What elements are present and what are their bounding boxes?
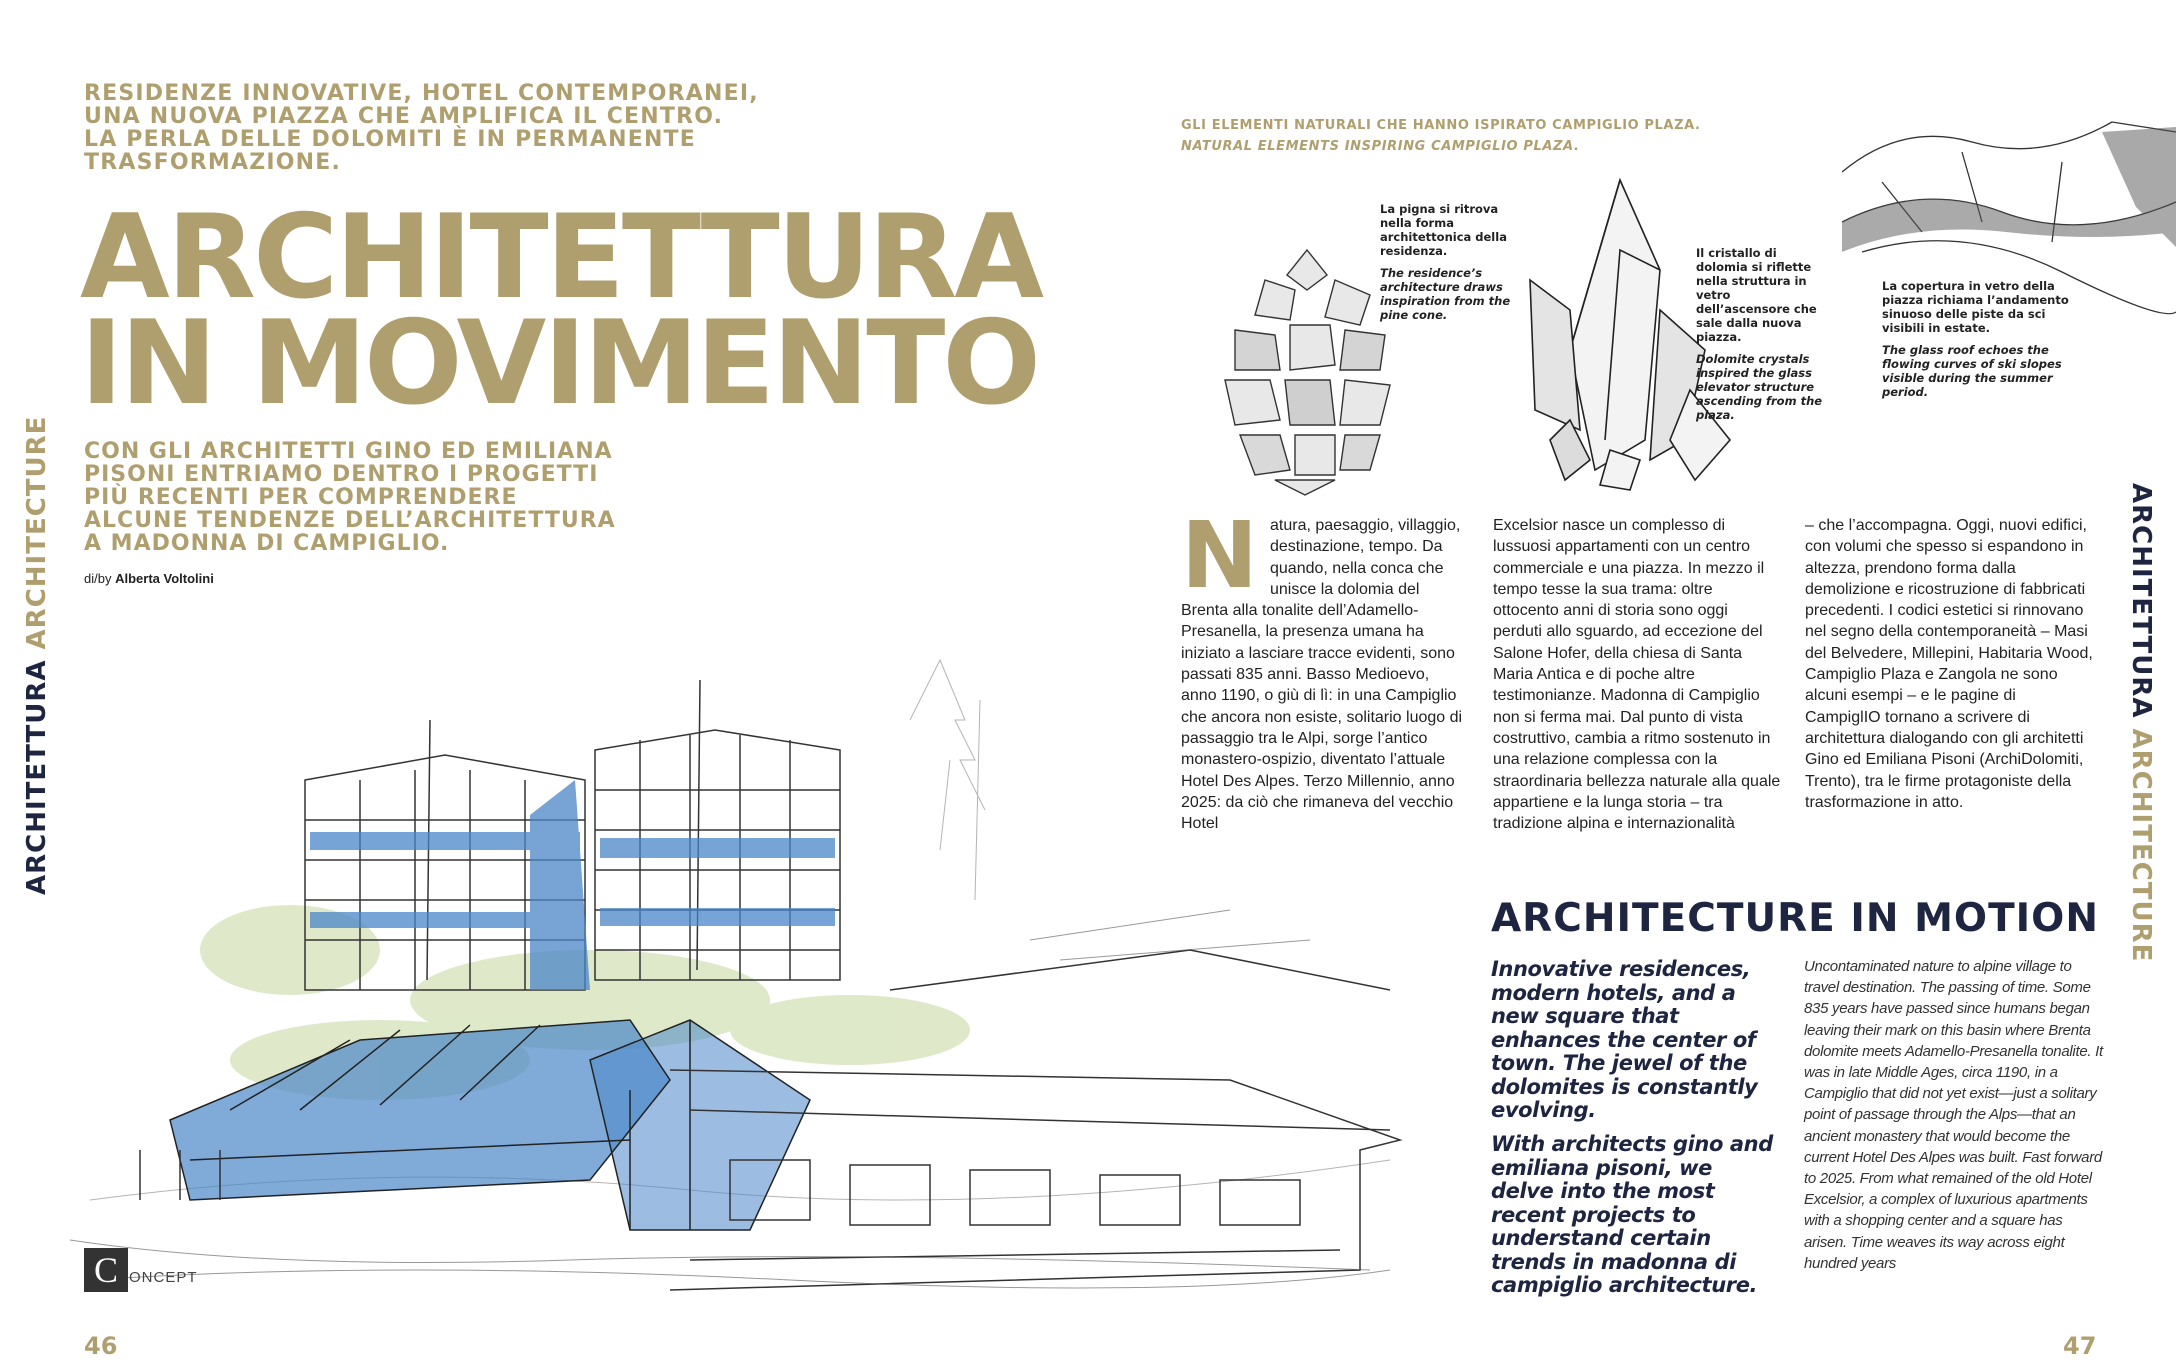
- title-line-1: ARCHITETTURA: [80, 190, 1042, 325]
- english-title: ARCHITECTURE IN MOTION: [1491, 896, 2099, 941]
- standfirst-line: ALCUNE TENDENZE DELL’ARCHITETTURA: [84, 508, 616, 533]
- slopes-caption-en: The glass roof echoes the flowing curves of ski slopes visible during the summer period.: [1882, 343, 2062, 399]
- byline-author: Alberta Voltolini: [115, 571, 214, 586]
- kicker-line: RESIDENZE INNOVATIVE, HOTEL CONTEMPORANEI,: [84, 81, 759, 106]
- section-tab-en: ARCHITECTURE: [22, 415, 52, 650]
- kicker-line: TRASFORMAZIONE.: [84, 150, 342, 175]
- standfirst-line: CON GLI ARCHITETTI GINO ED EMILIANA: [84, 439, 613, 464]
- pinecone-caption: [1380, 202, 1530, 322]
- kicker: [84, 82, 784, 174]
- concept-logo: [84, 1248, 198, 1292]
- concept-logo-rest: ONCEPT: [129, 1269, 198, 1286]
- section-tab-right: [2126, 483, 2156, 962]
- article-column-2: Excelsior nasce un complesso di lussuosi appartamenti con un centro commerciale e una piazza. In mezzo il tempo tesse la sua trama: oltre ottocento anni di storia sono oggi perduti allo sguardo, ad eccezione del Salone Hofer, della chiesa di Santa Maria Antica e di poche altre testimonianze. Madonna di Campiglio non si ferma mai. Dal punto di vista costruttivo, cambia a ritmo sostenuto in una relazione complessa con la straordinaria bellezza naturale alla quale appartiene e la lunga storia – tra tradizione alpina e internazionalità: [1493, 517, 1781, 833]
- crystal-caption: [1696, 246, 1826, 422]
- crystal-caption-en: Dolomite crystals inspired the glass elevator structure ascending from the plaza.: [1696, 352, 1823, 422]
- slopes-caption: [1882, 279, 2082, 399]
- article-column-3: – che l’accompagna. Oggi, nuovi edifici, con volumi che spesso si espandono in altezza, prendono forma dalla demolizione e ricostruzione di fabbricati precedenti. I codici estetici si rinnovano nel segno della contemporaneità – Masi del Belvedere, Millepini, Habitaria Wood, Campiglio Plaza e Zangola ne sono alcuni esempi – e le pagine di CampiglIO tornano a scrivere di architettura dialogando con gli architetti Gino ed Emiliana Pisoni (ArchiDolomiti, Trento), tra le firme protagoniste della trasformazione in atto.: [1805, 517, 2093, 811]
- english-lead-2: With architects gino and emiliana pisoni, we delve into the most recent projects to understand certain trends in madonna di campiglio architecture.: [1491, 1132, 1773, 1297]
- crystal-caption-it: Il cristallo di dolomia si riflette nella struttura in vetro dell’ascensore che sale dalla nuova piazza.: [1696, 246, 1817, 344]
- english-body: Uncontaminated nature to alpine village to travel destination. The passing of time. Some 835 years have passed since humans began leaving their mark on this basin where Brenta dolomite meets Adamello-Presanella tonalite. It was in late Middle Ages, circa 1190, in a Campiglio that did not yet exist—just a solitary point of passage through the Alps—that an ancient monastery that would become the current Hotel Des Alpes was built. Fast forward to 2025. From what remained of the old Hotel Excelsior, a complex of luxurious apartments with a shopping center and a square has arisen. Time weaves its way across eight hundred years: [1804, 958, 2103, 1272]
- english-lead-1: Innovative residences, modern hotels, and a new square that enhances the center of town. The jewel of the dolomites is constantly evolving.: [1491, 957, 1758, 1122]
- section-tab-it-right: ARCHITETTURA: [2126, 483, 2156, 719]
- concept-logo-initial: C: [84, 1248, 128, 1292]
- natural-elements-heading-en: NATURAL ELEMENTS INSPIRING CAMPIGLIO PLAZA.: [1181, 139, 1580, 154]
- page-number-left: 46: [84, 1332, 118, 1360]
- kicker-line: UNA NUOVA PIAZZA CHE AMPLIFICA IL CENTRO.: [84, 104, 724, 129]
- article-column-1-text: atura, paesaggio, villaggio, destinazione, tempo. Da quando, nella conca che unisce la dolomia del Brenta alla tonalite dell’Adamello-Presanella, la presenza umana ha iniziato a lasciare tracce evidenti, sono passati 835 anni. Basso Medioevo, anno 1190, o giù di lì: in una Campiglio che ancora non esiste, solitario luogo di passaggio tra le Alpi, sorge l’antico monastero-ospizio, diventato l’attuale Hotel Des Alpes. Terzo Millennio, anno 2025: da ciò che rimaneva del vecchio Hotel: [1181, 517, 1463, 833]
- pinecone-caption-it: La pigna si ritrova nella forma architettonica della residenza.: [1380, 202, 1507, 258]
- slopes-caption-it: La copertura in vetro della piazza richiama l’andamento sinuoso delle piste da sci visibili in estate.: [1882, 279, 2069, 335]
- standfirst: [84, 440, 704, 555]
- standfirst-line: A MADONNA DI CAMPIGLIO.: [84, 531, 450, 556]
- page-number-right: 47: [2063, 1332, 2097, 1360]
- dropcap: N: [1181, 502, 1258, 609]
- byline: [84, 571, 214, 586]
- section-tab-en-right: ARCHITECTURE: [2126, 728, 2156, 963]
- article-column-1: [1181, 502, 1469, 834]
- natural-elements-heading-it: GLI ELEMENTI NATURALI CHE HANNO ISPIRATO CAMPIGLIO PLAZA.: [1181, 118, 1701, 133]
- main-title: [80, 190, 1060, 431]
- byline-prefix: di/by: [84, 571, 112, 586]
- standfirst-line: PIÙ RECENTI PER COMPRENDERE: [84, 485, 518, 510]
- kicker-line: LA PERLA DELLE DOLOMITI È IN PERMANENTE: [84, 127, 696, 152]
- standfirst-line: PISONI ENTRIAMO DENTRO I PROGETTI: [84, 462, 599, 487]
- section-tab-it: ARCHITETTURA: [22, 659, 52, 895]
- title-line-2: IN MOVIMENTO: [80, 296, 1038, 431]
- pinecone-caption-en: The residence’s architecture draws inspiration from the pine cone.: [1380, 266, 1511, 322]
